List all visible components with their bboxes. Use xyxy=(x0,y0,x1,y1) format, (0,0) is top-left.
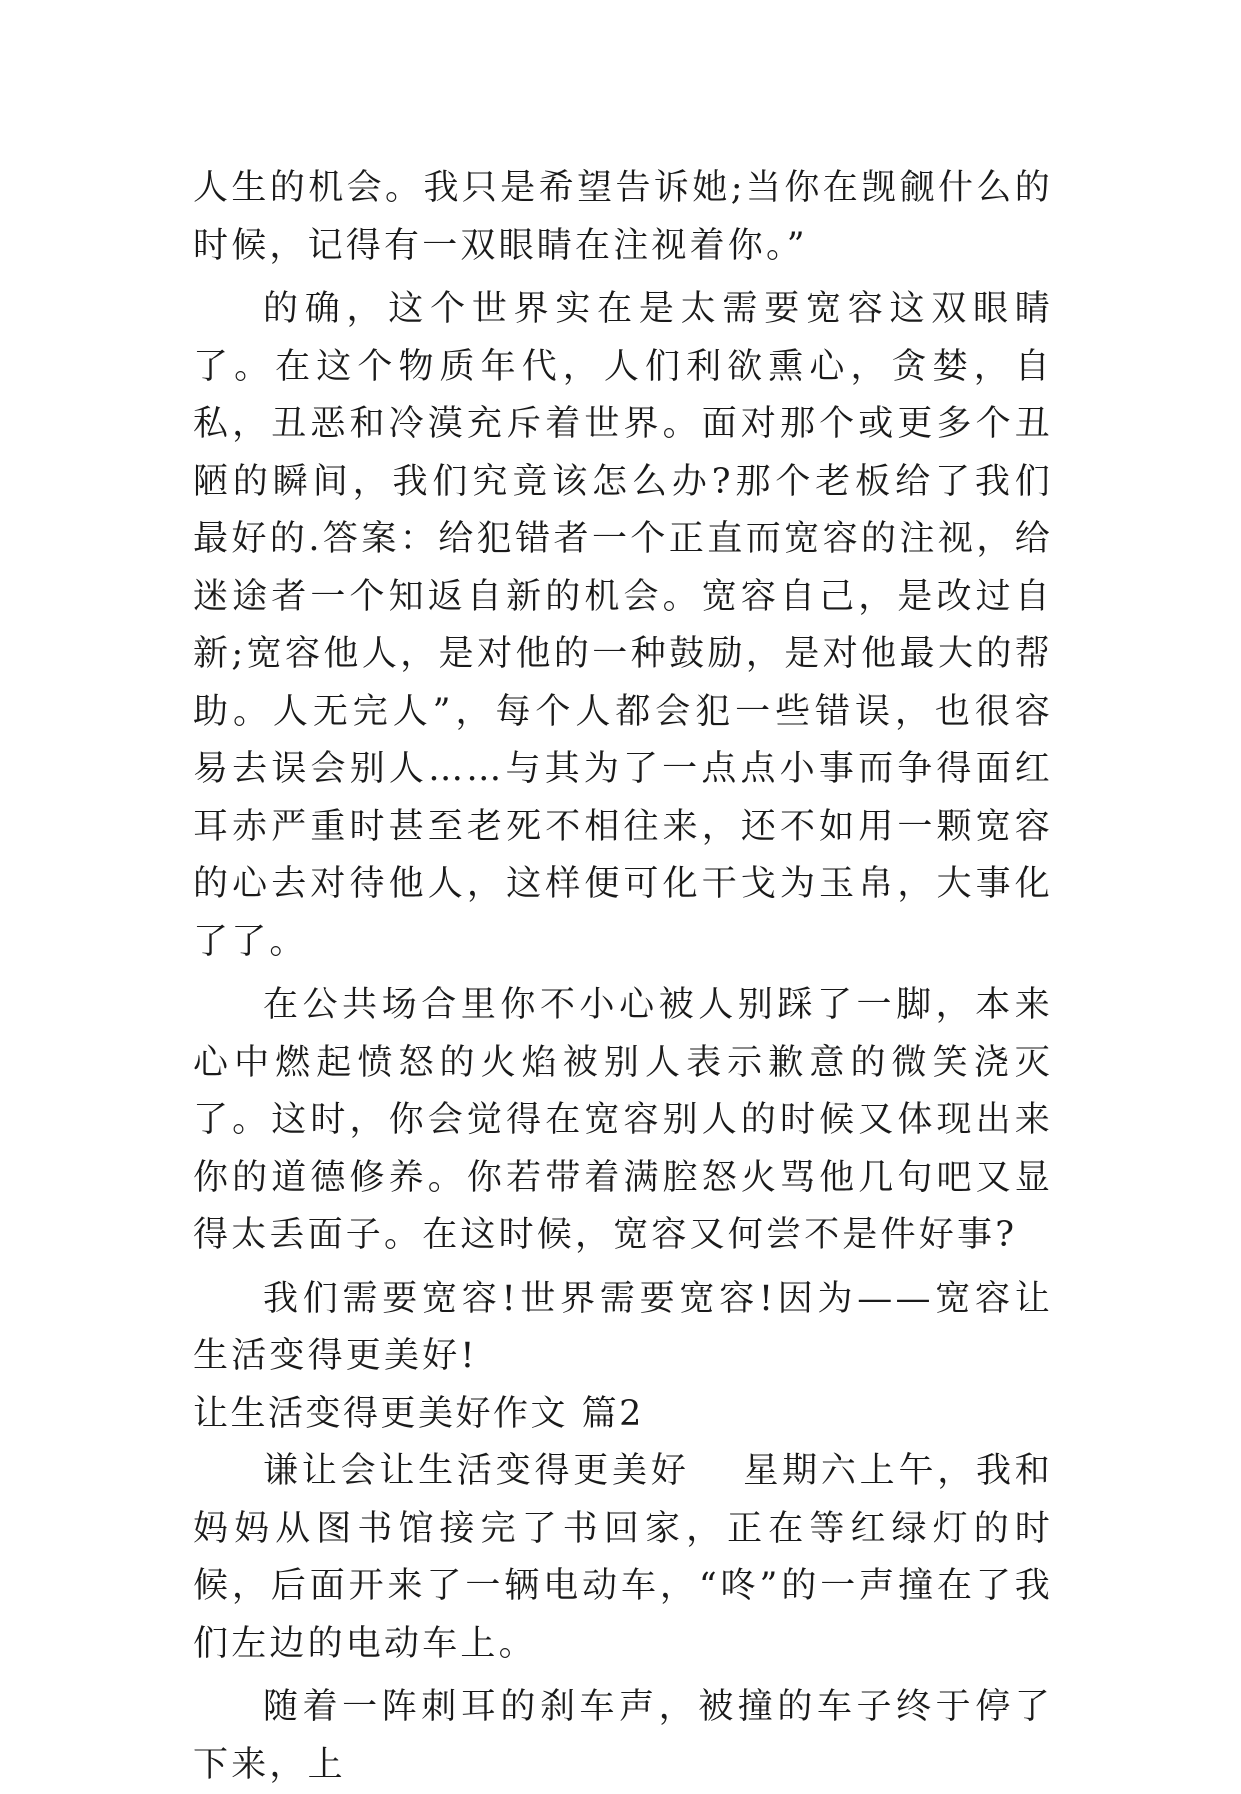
paragraph-continuation: 人生的机会。我只是希望告诉她;当你在觊觎什么的时候，记得有一双眼睛在注视着你。” xyxy=(193,168,1053,266)
document-page xyxy=(193,160,1053,1794)
paragraph-section2-intro: 谦让会让生活变得更美好 星期六上午，我和妈妈从图书馆接完了书回家，正在等红绿灯的时候，后面开来了一辆电动车，“咚”的一声撞在了我们左边的电动车上。 xyxy=(193,1451,1053,1664)
paragraph-conclusion: 我们需要宽容!世界需要宽容!因为——宽容让生活变得更美好! xyxy=(193,1278,1053,1376)
section-heading: 让生活变得更美好作文 篇2 xyxy=(193,1393,644,1434)
paragraph-tolerance-eyes: 的确，这个世界实在是太需要宽容这双眼睛了。在这个物质年代，人们利欲熏心，贪婪，自私，丑恶和冷漠充斥着世界。面对那个或更多个丑陋的瞬间，我们究竟该怎么办?那个老板给了我们最好的.答案：给犯错者一个正直而宽容的注视，给迷途者一个知返自新的机会。宽容自己，是改过自新;宽容他人，是对他的一种鼓励，是对他最大的帮助。人无完人”，每个人都会犯一些错误，也很容易去误会别人……与其为了一点点小事而争得面红耳赤严重时甚至老死不相往来，还不如用一颗宽容的心去对待他人，这样便可化干戈为玉帛，大事化了了。 xyxy=(193,289,1053,962)
paragraph-public-place: 在公共场合里你不小心被人别踩了一脚，本来心中燃起愤怒的火焰被别人表示歉意的微笑浇灭了。这时，你会觉得在宽容别人的时候又体现出来你的道德修养。你若带着满腔怒火骂他几句吧又显得太丢面子。在这时候，宽容又何尝不是件好事? xyxy=(193,985,1053,1255)
paragraph-section2-brake: 随着一阵刺耳的刹车声，被撞的车子终于停了下来，上 xyxy=(193,1687,1053,1785)
